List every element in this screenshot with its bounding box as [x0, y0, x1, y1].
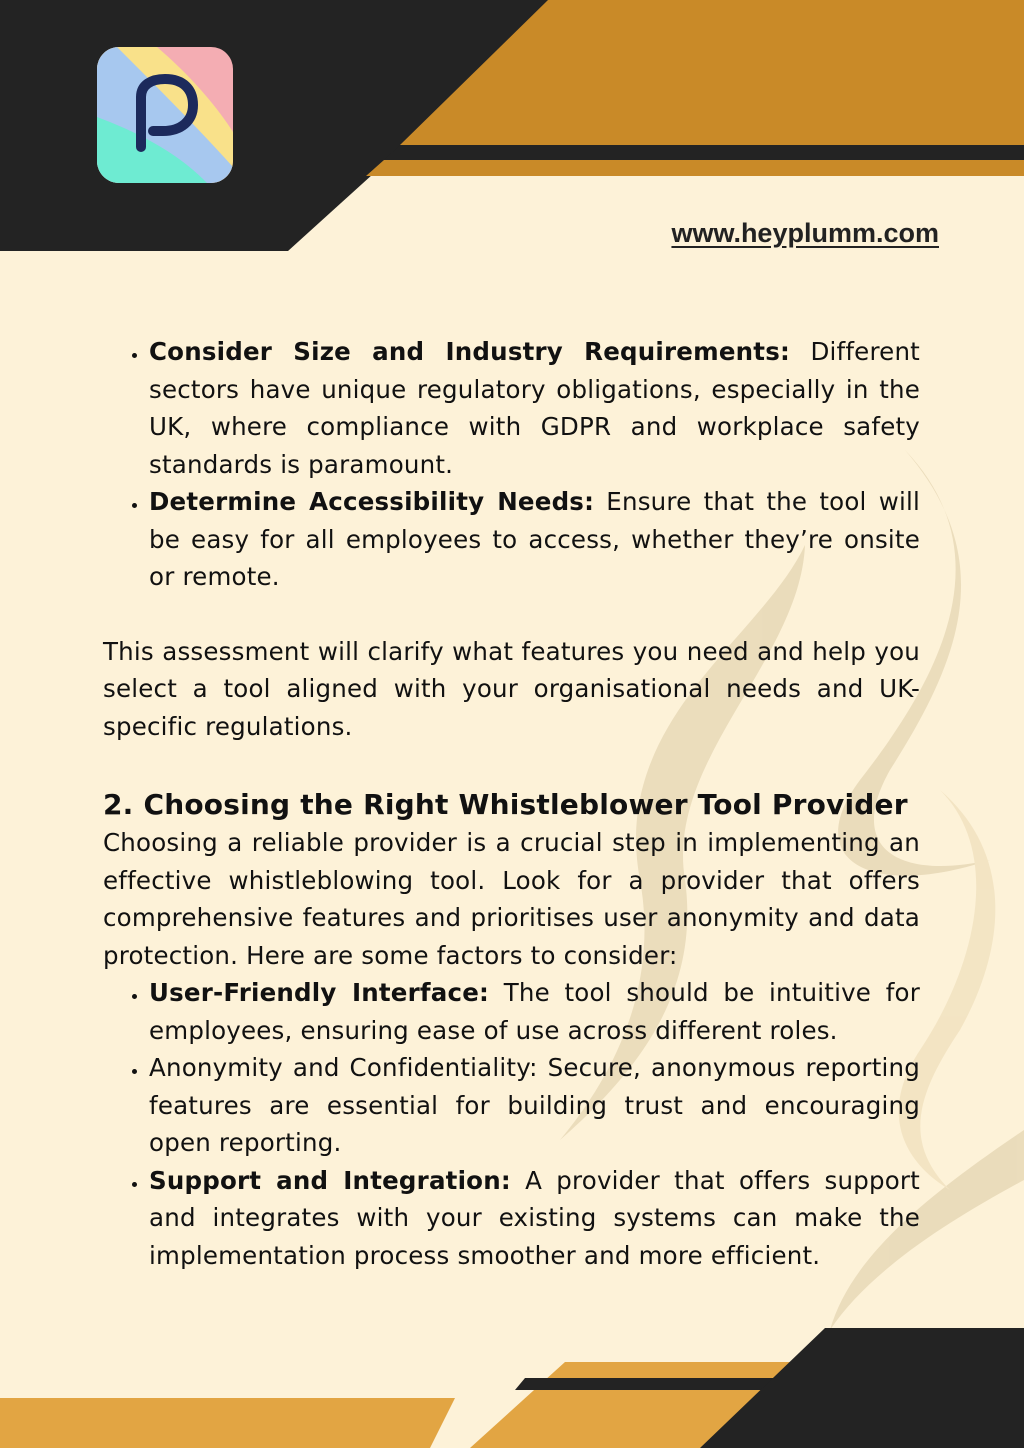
bullet-text: The tool should be intuitive for employees, ensuring ease of use across different roles. — [149, 978, 920, 1045]
bullet-text: A provider that offers support and integrates with your existing systems can make the implementation process smoother and more efficient. — [149, 1165, 920, 1270]
bullet-text: Ensure that the tool will be easy for all employees to access, whether they’re onsite or remote. — [149, 487, 921, 591]
list-item — [149, 974, 920, 1049]
provider-factors-list — [103, 974, 920, 1274]
logo-graphic — [97, 47, 233, 183]
bullet-title: Support and Integration: — [149, 1165, 511, 1195]
top-dark-stripe — [384, 145, 1024, 160]
bullet-text: Anonymity and Confidentiality: Secure, anonymous reporting features are essential for building trust and encouraging open reporting. — [149, 1053, 920, 1157]
assessment-paragraph: This assessment will clarify what features you need and help you select a tool aligned with your organisational needs and UK-specific regulations. — [103, 636, 920, 741]
section-intro-paragraph: Choosing a reliable provider is a crucial step in implementing an effective whistleblowing tool. Look for a provider that offers comprehensive features and prioritises user anonymity and data protection. Here are some factors to consider: — [103, 828, 920, 970]
list-item — [149, 333, 920, 483]
page-content — [103, 333, 920, 1274]
list-item — [149, 1162, 920, 1275]
top-gold-stripe — [366, 160, 1024, 176]
bottom-dark-stripe — [515, 1378, 780, 1390]
bullet-title: User-Friendly Interface: — [149, 978, 490, 1007]
section-heading: 2. Choosing the Right Whistleblower Tool Provider — [103, 788, 908, 821]
website-link[interactable]: www.heyplumm.com — [671, 218, 939, 248]
list-item — [149, 1049, 920, 1162]
bullet-title: Consider Size and Industry Requirements: — [149, 337, 790, 366]
plumm-logo — [97, 47, 233, 183]
requirements-list — [103, 333, 920, 596]
bullet-text: Different sectors have unique regulatory obligations, especially in the UK, where compliance with GDPR and workplace safety standards is paramount. — [149, 337, 920, 479]
bullet-title: Determine Accessibility Needs: — [149, 487, 595, 516]
list-item — [149, 483, 920, 596]
bottom-gold-band — [0, 1398, 455, 1448]
